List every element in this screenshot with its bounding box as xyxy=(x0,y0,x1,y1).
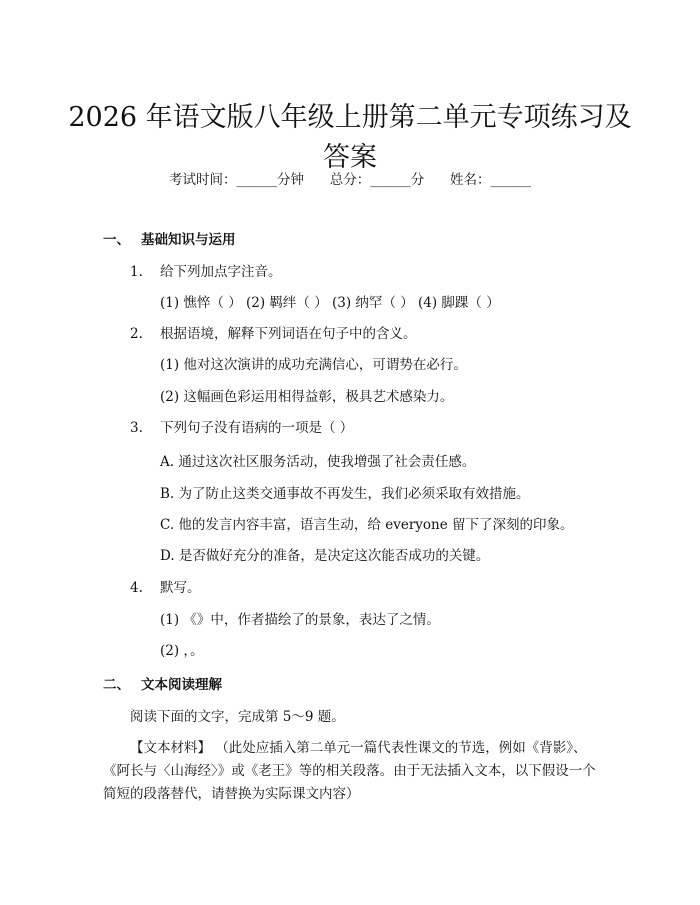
section-heading-1 xyxy=(103,230,236,250)
option-c: C. 他的发言内容丰富，语言生动，给 everyone 留下了深刻的印象。 xyxy=(160,517,574,533)
option-d: D. 是否做好充分的准备，是决定这次能否成功的关键。 xyxy=(160,548,490,564)
section-number: 一、 xyxy=(103,232,130,248)
reading-intro: 阅读下面的文字，完成第 5～9 题。 xyxy=(130,709,345,725)
question-number: 4. xyxy=(130,580,143,596)
section-title: 基础知识与运用 xyxy=(141,232,236,248)
question-text: 默写。 xyxy=(160,580,201,596)
text-material-paragraph: 【文本材料】 （此处应插入第二单元一篇代表性课文的节选，例如《背影》、《阿长与〈山海经〉》或《老王》等的相关段落。由于无法插入文本，以下假设一个简短的段落替代，请替换为实际课文内容） xyxy=(103,740,596,802)
question-text: 根据语境，解释下列词语在句子中的含义。 xyxy=(160,326,417,342)
question-2 xyxy=(130,324,417,344)
question-number: 3. xyxy=(130,420,143,436)
option-b: B. 为了防止这类交通事故不再发生，我们必须采取有效措施。 xyxy=(160,486,530,502)
question-4 xyxy=(130,578,201,598)
exam-info-line: 考试时间：______分钟 总分：______分 姓名：______ xyxy=(169,172,531,188)
question-text: 给下列加点字注音。 xyxy=(160,264,282,280)
question-number: 2. xyxy=(130,326,143,342)
section-heading-2 xyxy=(103,675,222,695)
question-1 xyxy=(130,262,282,282)
question-number: 1. xyxy=(130,264,143,280)
section-title: 文本阅读理解 xyxy=(141,677,222,693)
question-1-items: (1) 憔悴（ ） (2) 羁绊（ ） (3) 纳罕（ ） (4) 脚踝（ ） xyxy=(160,295,500,311)
page-title: 2026 年语文版八年级上册第二单元专项练习及答案 xyxy=(68,102,632,174)
dictation-line-2: (2) ，。 xyxy=(160,643,204,659)
question-text: 下列句子没有语病的一项是（ ） xyxy=(160,420,354,436)
dictation-line-1: (1) 《》中，作者描绘了的景象，表达了之情。 xyxy=(160,612,440,628)
question-2-sentence-1: (1) 他对这次演讲的成功充满信心，可谓势在必行。 xyxy=(160,357,467,373)
question-2-sentence-2: (2) 这幅画色彩运用相得益彰，极具艺术感染力。 xyxy=(160,389,454,405)
section-number: 二、 xyxy=(103,677,130,693)
option-a: A. 通过这次社区服务活动，使我增强了社会责任感。 xyxy=(160,454,476,470)
question-3 xyxy=(130,418,353,438)
